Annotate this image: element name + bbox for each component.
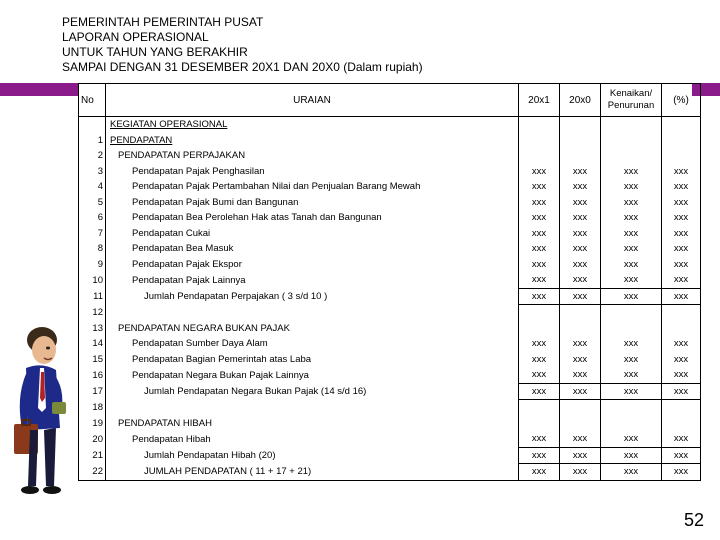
table-row [79, 257, 701, 273]
value-20x1 [519, 400, 560, 416]
value-change: xxx [601, 336, 662, 352]
value-20x0 [560, 133, 601, 149]
value-20x0: xxx [560, 447, 601, 464]
table-header-row [79, 84, 701, 117]
row-number: 2 [79, 148, 106, 164]
value-change: xxx [601, 431, 662, 447]
row-number: 7 [79, 226, 106, 242]
value-percent [662, 133, 701, 149]
row-label: Pendapatan Hibah [106, 431, 519, 447]
value-change: xxx [601, 164, 662, 180]
value-20x0: xxx [560, 367, 601, 383]
row-number: 8 [79, 241, 106, 257]
value-20x0: xxx [560, 195, 601, 211]
value-percent: xxx [662, 226, 701, 242]
row-label: Pendapatan Bagian Pemerintah atas Laba [106, 352, 519, 368]
table-row [79, 272, 701, 288]
value-20x1: xxx [519, 164, 560, 180]
table-row [79, 210, 701, 226]
value-percent: xxx [662, 352, 701, 368]
value-change: xxx [601, 447, 662, 464]
value-20x1 [519, 305, 560, 321]
row-label: PENDAPATAN NEGARA BUKAN PAJAK [106, 321, 519, 337]
row-label: Pendapatan Pajak Lainnya [106, 272, 519, 288]
row-label [106, 400, 519, 416]
value-percent: xxx [662, 210, 701, 226]
row-label: KEGIATAN OPERASIONAL [106, 117, 519, 133]
report-title-period: UNTUK TAHUN YANG BERAKHIR [62, 45, 248, 59]
value-change [601, 148, 662, 164]
value-percent [662, 400, 701, 416]
table-row [79, 226, 701, 242]
report-sheet [78, 79, 692, 478]
row-label: Pendapatan Bea Perolehan Hak atas Tanah dan Bangunan [106, 210, 519, 226]
table-row [79, 416, 701, 432]
row-number: 1 [79, 133, 106, 149]
row-label [106, 305, 519, 321]
value-change: xxx [601, 272, 662, 288]
row-number: 3 [79, 164, 106, 180]
row-number: 18 [79, 400, 106, 416]
value-20x0: xxx [560, 241, 601, 257]
row-label: Jumlah Pendapatan Perpajakan ( 3 s/d 10 ) [106, 288, 519, 305]
value-percent: xxx [662, 257, 701, 273]
value-change [601, 305, 662, 321]
page-number: 52 [684, 510, 705, 530]
value-20x0 [560, 321, 601, 337]
value-change: xxx [601, 383, 662, 400]
value-change: xxx [601, 226, 662, 242]
row-number: 10 [79, 272, 106, 288]
row-label: PENDAPATAN HIBAH [106, 416, 519, 432]
table-row [79, 352, 701, 368]
value-20x0: xxx [560, 179, 601, 195]
value-percent: xxx [662, 272, 701, 288]
value-change: xxx [601, 464, 662, 481]
value-change [601, 416, 662, 432]
businessman-clipart-icon [8, 318, 70, 500]
value-20x0 [560, 117, 601, 133]
table-body [79, 117, 701, 481]
value-20x1: xxx [519, 336, 560, 352]
value-20x0 [560, 416, 601, 432]
value-20x0: xxx [560, 336, 601, 352]
operational-report-table [78, 83, 701, 481]
table-row [79, 241, 701, 257]
value-20x0 [560, 305, 601, 321]
value-percent: xxx [662, 179, 701, 195]
value-percent: xxx [662, 336, 701, 352]
row-label: Pendapatan Pajak Bumi dan Bangunan [106, 195, 519, 211]
value-change: xxx [601, 367, 662, 383]
row-number [79, 117, 106, 133]
value-20x0 [560, 400, 601, 416]
value-20x1: xxx [519, 210, 560, 226]
value-20x0: xxx [560, 383, 601, 400]
value-percent [662, 305, 701, 321]
table-row [79, 148, 701, 164]
value-percent: xxx [662, 288, 701, 305]
value-20x1: xxx [519, 447, 560, 464]
value-20x0: xxx [560, 464, 601, 481]
value-percent [662, 416, 701, 432]
table-row [79, 431, 701, 447]
row-number: 21 [79, 447, 106, 464]
value-change: xxx [601, 210, 662, 226]
table-row [79, 447, 701, 464]
table-row [79, 179, 701, 195]
table-row [79, 164, 701, 180]
value-percent: xxx [662, 164, 701, 180]
value-20x1: xxx [519, 272, 560, 288]
value-20x0: xxx [560, 431, 601, 447]
value-20x0: xxx [560, 226, 601, 242]
row-label: Pendapatan Bea Masuk [106, 241, 519, 257]
report-title-block [62, 15, 423, 75]
row-label: JUMLAH PENDAPATAN ( 11 + 17 + 21) [106, 464, 519, 481]
col-header-change: Kenaikan/ Penurunan [601, 84, 662, 117]
table-row [79, 400, 701, 416]
row-label: PENDAPATAN PERPAJAKAN [106, 148, 519, 164]
value-change: xxx [601, 288, 662, 305]
value-percent: xxx [662, 195, 701, 211]
value-change: xxx [601, 257, 662, 273]
row-number: 17 [79, 383, 106, 400]
table-row [79, 464, 701, 481]
table-row [79, 336, 701, 352]
col-header-uraian: URAIAN [106, 84, 519, 117]
value-percent: xxx [662, 464, 701, 481]
value-20x1: xxx [519, 226, 560, 242]
value-20x1: xxx [519, 241, 560, 257]
value-percent: xxx [662, 447, 701, 464]
row-number: 16 [79, 367, 106, 383]
value-20x0: xxx [560, 288, 601, 305]
report-title-government: PEMERINTAH PEMERINTAH PUSAT [62, 15, 264, 29]
value-change [601, 133, 662, 149]
col-header-20x1: 20x1 [519, 84, 560, 117]
table-row [79, 133, 701, 149]
value-20x1: xxx [519, 352, 560, 368]
value-percent [662, 321, 701, 337]
value-20x1: xxx [519, 288, 560, 305]
row-number: 12 [79, 305, 106, 321]
row-number: 15 [79, 352, 106, 368]
value-percent: xxx [662, 383, 701, 400]
row-label: Jumlah Pendapatan Hibah (20) [106, 447, 519, 464]
value-20x1 [519, 133, 560, 149]
value-change [601, 117, 662, 133]
col-header-percent: (%) [662, 84, 701, 117]
table-row [79, 195, 701, 211]
row-number: 14 [79, 336, 106, 352]
row-label: Pendapatan Pajak Penghasilan [106, 164, 519, 180]
value-20x1: xxx [519, 195, 560, 211]
report-title-name: LAPORAN OPERASIONAL [62, 30, 209, 44]
value-percent: xxx [662, 367, 701, 383]
value-20x1 [519, 321, 560, 337]
col-header-no: No [79, 84, 106, 117]
value-percent: xxx [662, 241, 701, 257]
row-number: 9 [79, 257, 106, 273]
row-label: Pendapatan Pajak Ekspor [106, 257, 519, 273]
value-percent [662, 148, 701, 164]
value-20x0 [560, 148, 601, 164]
row-number: 13 [79, 321, 106, 337]
value-20x0: xxx [560, 210, 601, 226]
value-20x1: xxx [519, 367, 560, 383]
accent-bar-left [0, 83, 78, 96]
value-change: xxx [601, 195, 662, 211]
table-row [79, 117, 701, 133]
value-20x1: xxx [519, 464, 560, 481]
table-row [79, 288, 701, 305]
value-20x1 [519, 416, 560, 432]
value-20x1: xxx [519, 257, 560, 273]
value-20x0: xxx [560, 352, 601, 368]
row-label: Pendapatan Sumber Daya Alam [106, 336, 519, 352]
value-20x1 [519, 117, 560, 133]
row-number: 5 [79, 195, 106, 211]
value-change [601, 321, 662, 337]
row-number: 6 [79, 210, 106, 226]
value-20x1: xxx [519, 431, 560, 447]
row-number: 22 [79, 464, 106, 481]
col-header-20x0: 20x0 [560, 84, 601, 117]
value-20x1: xxx [519, 179, 560, 195]
value-change: xxx [601, 352, 662, 368]
value-20x0: xxx [560, 164, 601, 180]
value-20x0: xxx [560, 257, 601, 273]
value-20x1 [519, 148, 560, 164]
row-label: PENDAPATAN [106, 133, 519, 149]
row-number: 19 [79, 416, 106, 432]
value-20x1: xxx [519, 383, 560, 400]
row-label: Jumlah Pendapatan Negara Bukan Pajak (14 s/d 16) [106, 383, 519, 400]
table-row [79, 383, 701, 400]
report-title-date: SAMPAI DENGAN 31 DESEMBER 20X1 DAN 20X0 (Dalam rupiah) [62, 60, 423, 74]
row-number: 20 [79, 431, 106, 447]
row-label: Pendapatan Pajak Pertambahan Nilai dan Penjualan Barang Mewah [106, 179, 519, 195]
value-20x0: xxx [560, 272, 601, 288]
row-number: 11 [79, 288, 106, 305]
row-label: Pendapatan Negara Bukan Pajak Lainnya [106, 367, 519, 383]
value-percent: xxx [662, 431, 701, 447]
row-label: Pendapatan Cukai [106, 226, 519, 242]
table-row [79, 367, 701, 383]
value-change [601, 400, 662, 416]
value-change: xxx [601, 241, 662, 257]
table-row [79, 321, 701, 337]
value-percent [662, 117, 701, 133]
table-row [79, 305, 701, 321]
value-change: xxx [601, 179, 662, 195]
row-number: 4 [79, 179, 106, 195]
